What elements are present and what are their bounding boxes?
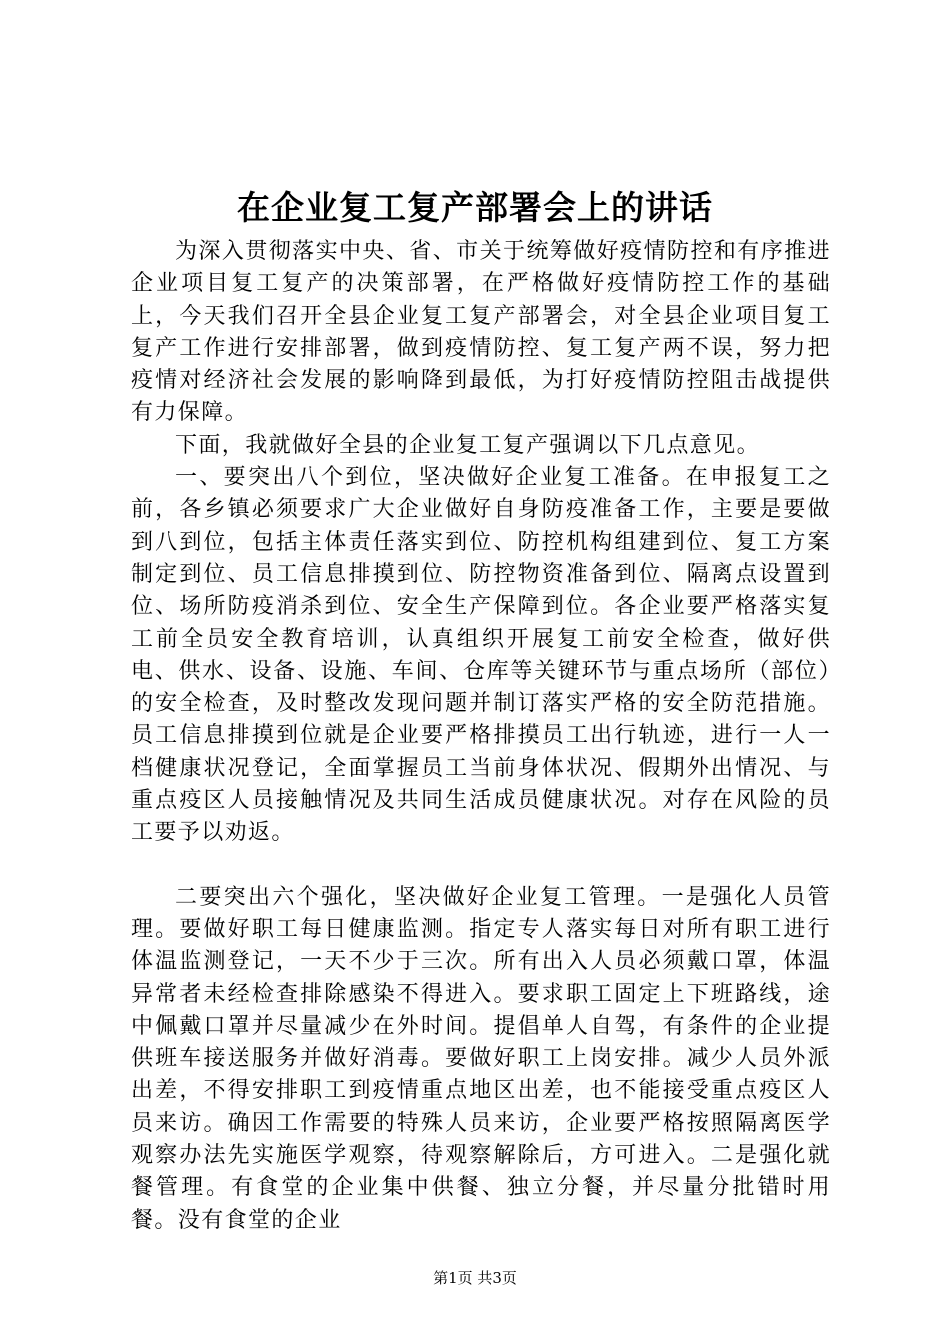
paragraph-section-one: 一、要突出八个到位，坚决做好企业复工准备。在申报复工之前，各乡镇必须要求广大企业做好自身防疫准备工作，主要是要做到八到位，包括主体责任落实到位、防控机构组建到位、复工方案制定到位、员工信息排摸到位、防控物资准备到位、隔离点设置到位、场所防疫消杀到位、安全生产保障到位。各企业要严格落实复工前全员安全教育培训，认真组织开展复工前安全检查，做好供电、供水、设备、设施、车间、仓库等关键环节与重点场所（部位）的安全检查，及时整改发现问题并制订落实严格的安全防范措施。员工信息排摸到位就是企业要严格排摸员工出行轨迹，进行一人一档健康状况登记，全面掌握员工当前身体状况、假期外出情况、与重点疫区人员接触情况及共同生活成员健康状况。对存在风险的员工要予以劝返。 (131, 465, 831, 846)
document-body (131, 236, 831, 1237)
paragraph-section-two: 二要突出六个强化，坚决做好企业复工管理。一是强化人员管理。要做好职工每日健康监测。指定专人落实每日对所有职工进行体温监测登记，一天不少于三次。所有出入人员必须戴口罩，体温异常者未经检查排除感染不得进入。要求职工固定上下班路线，途中佩戴口罩并尽量减少在外时间。提倡单人自驾，有条件的企业提供班车接送服务并做好消毒。要做好职工上岗安排。减少人员外派出差，不得安排职工到疫情重点地区出差，也不能接受重点疫区人员来访。确因工作需要的特殊人员来访，企业要严格按照隔离医学观察办法先实施医学观察，待观察解除后，方可进入。二是强化就餐管理。有食堂的企业集中供餐、独立分餐，并尽量分批错时用餐。没有食堂的企业 (131, 884, 831, 1233)
paragraph-intro: 为深入贯彻落实中央、省、市关于统筹做好疫情防控和有序推进企业项目复工复产的决策部署，在严格做好疫情防控工作的基础上，今天我们召开全县企业复工复产部署会，对全县企业项目复工复产工作进行安排部署，做到疫情防控、复工复产两不误，努力把疫情对经济社会发展的影响降到最低，为打好疫情防控阻击战提供有力保障。 (131, 239, 831, 426)
page-number-footer: 第1页 共3页 (433, 1269, 517, 1287)
document-title: 在企业复工复产部署会上的讲话 (237, 188, 713, 227)
paragraph-transition: 下面，我就做好全县的企业复工复产强调以下几点意见。 (175, 432, 761, 458)
paragraph-spacer (131, 850, 831, 882)
